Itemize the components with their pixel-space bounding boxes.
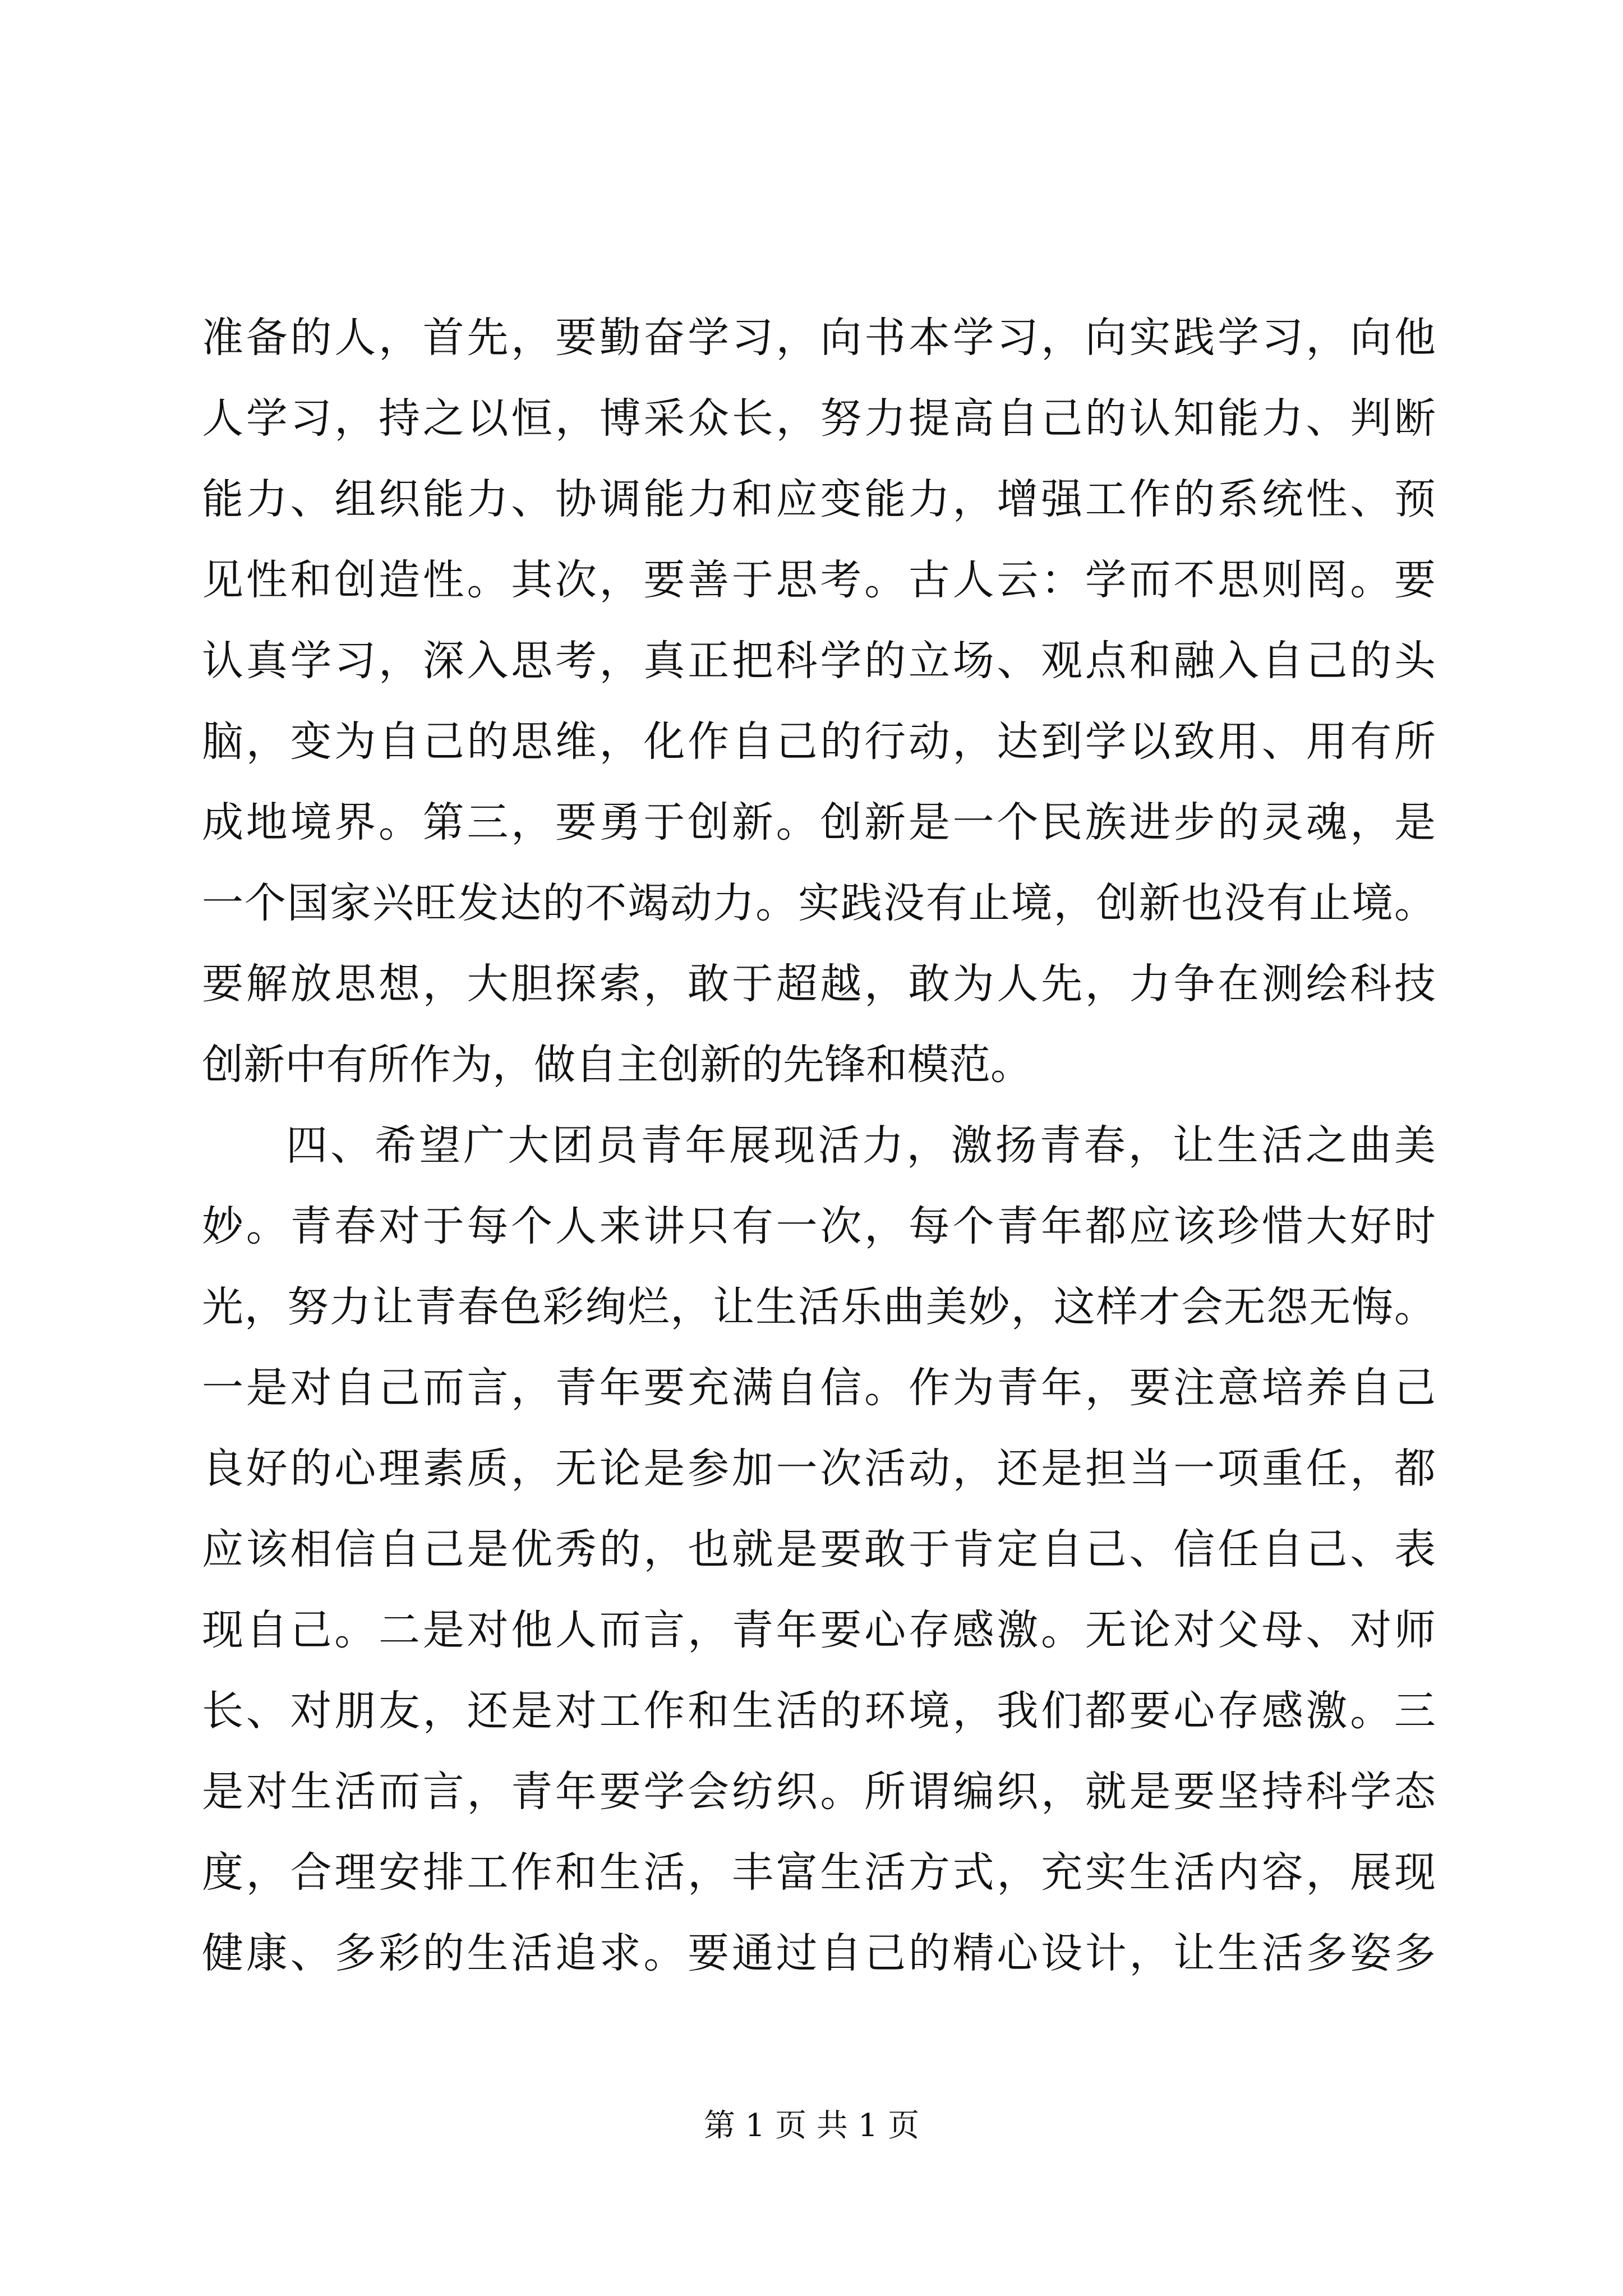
text-line: 应该相信自己是优秀的，也就是要敢于肯定自己、信任自己、表 [202, 1525, 1436, 1573]
text-line: 是对生活而言，青年要学会纺织。所谓编织，就是要坚持科学态 [202, 1768, 1436, 1816]
text-line: 现自己。二是对他人而言，青年要心存感激。无论对父母、对师 [202, 1606, 1436, 1654]
text-line: 长、对朋友，还是对工作和生活的环境，我们都要心存感激。三 [202, 1687, 1436, 1735]
text-line: 一是对自己而言，青年要充满自信。作为青年，要注意培养自己 [202, 1364, 1436, 1412]
text-line: 妙。青春对于每个人来讲只有一次，每个青年都应该珍惜大好时 [202, 1202, 1436, 1250]
page-number-footer: 第 1 页 共 1 页 [703, 2108, 920, 2144]
text-line: 脑，变为自己的思维，化作自己的行动，达到学以致用、用有所 [202, 717, 1436, 766]
document-body [202, 297, 1436, 1994]
text-line: 准备的人，首先，要勤奋学习，向书本学习，向实践学习，向他 [202, 314, 1436, 362]
text-line: 成地境界。第三，要勇于创新。创新是一个民族进步的灵魂，是 [202, 798, 1436, 846]
text-line: 能力、组织能力、协调能力和应变能力，增强工作的系统性、预 [202, 475, 1436, 523]
text-line: 见性和创造性。其次，要善于思考。古人云：学而不思则罔。要 [202, 556, 1436, 604]
paragraph-end-line: 创新中有所作为，做自主创新的先锋和模范。 [202, 1041, 1032, 1089]
paragraph-start-line: 四、希望广大团员青年展现活力，激扬青春，让生活之曲美 [286, 1121, 1436, 1170]
text-line: 人学习，持之以恒，博采众长，努力提高自己的认知能力、判断 [202, 394, 1436, 443]
text-line: 健康、多彩的生活追求。要通过自己的精心设计，让生活多姿多 [202, 1929, 1436, 1977]
text-line: 一个国家兴旺发达的不竭动力。实践没有止境，创新也没有止境。 [202, 879, 1436, 927]
text-line: 认真学习，深入思考，真正把科学的立场、观点和融入自己的头 [202, 637, 1436, 685]
text-line: 要解放思想，大胆探索，敢于超越，敢为人先，力争在测绘科技 [202, 960, 1436, 1008]
text-line: 度，合理安排工作和生活，丰富生活方式，充实生活内容，展现 [202, 1848, 1436, 1897]
text-line: 良好的心理素质，无论是参加一次活动，还是担当一项重任，都 [202, 1444, 1436, 1493]
text-line: 光，努力让青春色彩绚烂，让生活乐曲美妙，这样才会无怨无悔。 [202, 1283, 1436, 1331]
